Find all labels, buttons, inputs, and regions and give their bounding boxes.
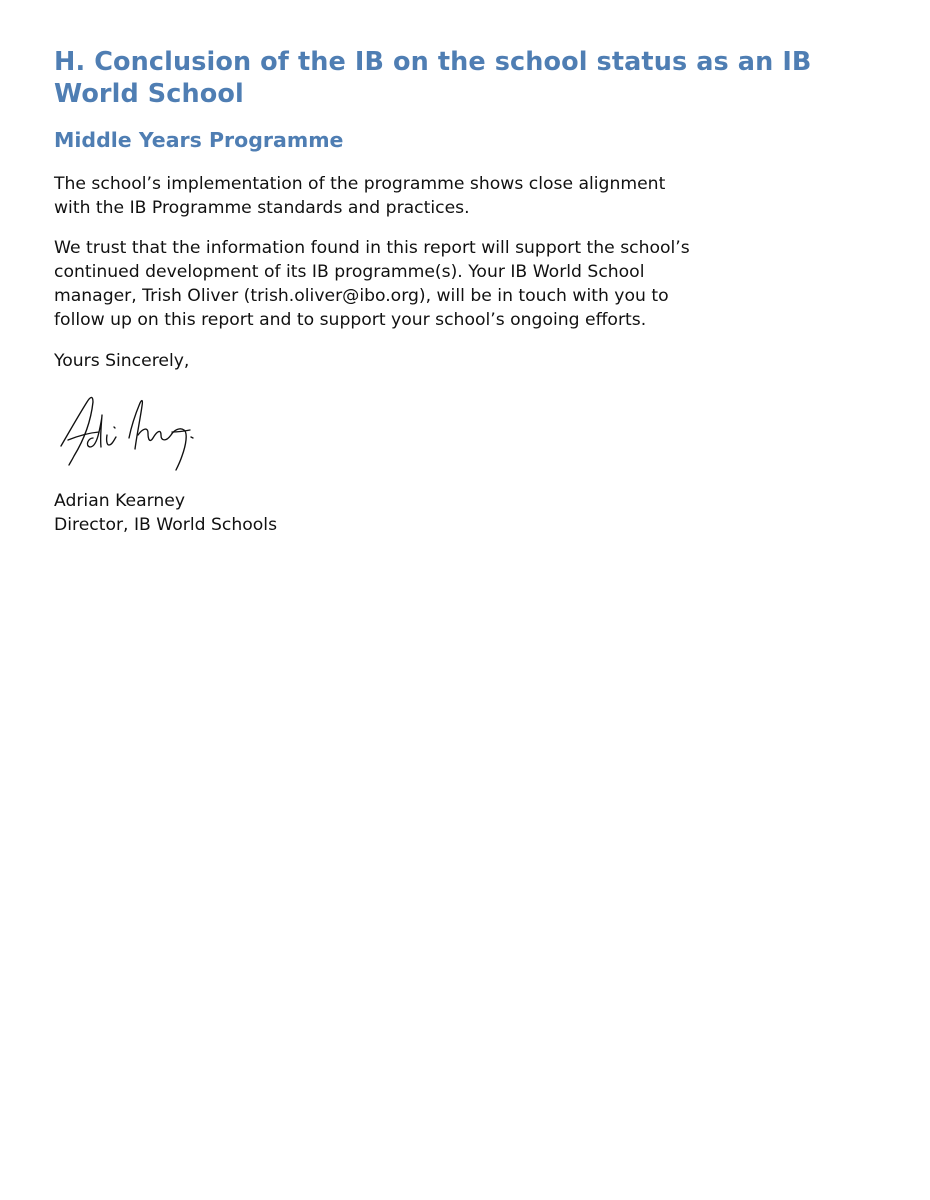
closing-salutation: Yours Sincerely,	[54, 350, 190, 371]
signer-title: Director, IB World Schools	[54, 514, 278, 535]
support-paragraph: We trust that the information found in this report will support the school’s continued development of its IB programme(s). Your IB World School manager, Trish Oliver (trish.oliver@ibo.org), will be in touch with you to follow up on this report and to support your school’s ongoing efforts.	[54, 237, 690, 331]
signer-block	[54, 490, 854, 537]
handwritten-signature	[54, 390, 254, 482]
section-title: H. Conclusion of the IB on the school status as an IB World School	[54, 47, 812, 109]
programme-heading: Middle Years Programme	[54, 128, 344, 152]
conclusion-paragraph: The school’s implementation of the programme shows close alignment with the IB Programme standards and practices.	[54, 174, 666, 219]
letter-page	[54, 46, 854, 537]
signer-name: Adrian Kearney	[54, 491, 186, 512]
